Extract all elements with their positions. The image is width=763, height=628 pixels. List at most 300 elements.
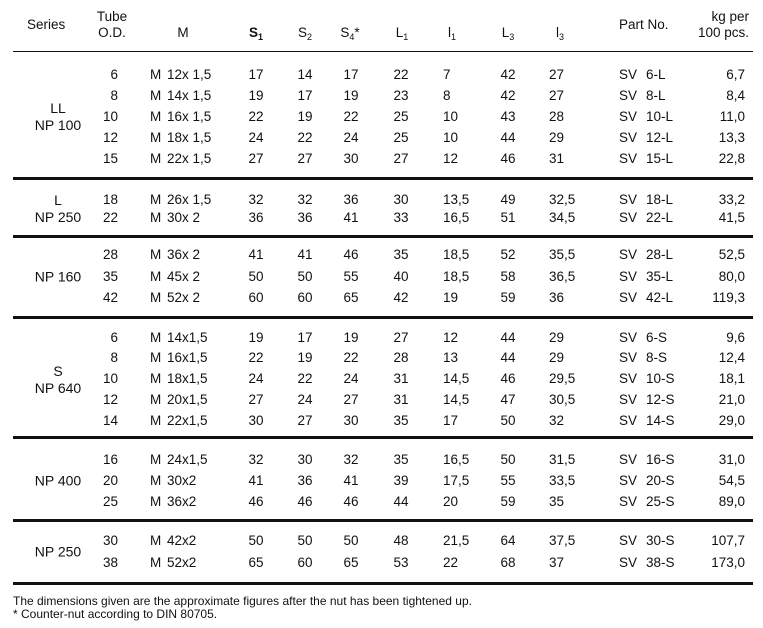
cell-s1: 19 <box>248 330 264 345</box>
cell-tube: 38 <box>102 555 118 570</box>
cell-l3: 58 <box>500 269 516 284</box>
cell-s4: 30 <box>343 151 359 166</box>
cell-m: 36x2 <box>167 494 197 509</box>
cell-s1: 24 <box>248 130 264 145</box>
cell-part: SV <box>619 151 638 166</box>
header-kg-line1: kg per <box>711 9 749 24</box>
cell-kg: 6,7 <box>726 67 745 82</box>
cell-m-prefix: M <box>150 350 162 365</box>
series-label <box>35 100 81 134</box>
cell-l1: 23 <box>393 88 409 103</box>
cell-s4: 41 <box>343 210 359 225</box>
cell-part: SV <box>619 473 638 488</box>
cell-kg: 173,0 <box>711 555 745 570</box>
cell-s2: 36 <box>297 473 313 488</box>
cell-l1: 39 <box>393 473 409 488</box>
cell-l1: 31 <box>393 392 409 407</box>
cell-l3: 64 <box>500 533 516 548</box>
cell-il3: 36,5 <box>549 269 576 284</box>
cell-s4: 41 <box>343 473 359 488</box>
cell-part-code: 22-L <box>646 210 674 225</box>
cell-m: 20x1,5 <box>167 392 208 407</box>
cell-tube: 25 <box>102 494 118 509</box>
cell-l1: 35 <box>393 413 409 428</box>
cell-il1: 10 <box>443 130 459 145</box>
cell-m: 14x 1,5 <box>167 88 212 103</box>
cell-m: 24x1,5 <box>167 452 208 467</box>
cell-part: SV <box>619 494 638 509</box>
cell-il1: 7 <box>443 67 451 82</box>
cell-l3: 44 <box>500 350 516 365</box>
cell-s4: 32 <box>343 452 359 467</box>
cell-part: SV <box>619 192 638 207</box>
cell-s4: 65 <box>343 555 359 570</box>
cell-l3: 49 <box>500 192 516 207</box>
cell-kg: 13,3 <box>718 130 745 145</box>
cell-l3: 50 <box>500 452 516 467</box>
header-rule <box>13 51 753 52</box>
cell-s1: 32 <box>248 452 264 467</box>
header-tube-line2: O.D. <box>98 25 126 40</box>
cell-s2: 60 <box>297 290 313 305</box>
cell-il1: 17 <box>443 413 459 428</box>
cell-il1: 12 <box>443 151 459 166</box>
cell-kg: 33,2 <box>718 192 745 207</box>
cell-l3: 59 <box>500 290 516 305</box>
cell-l1: 30 <box>393 192 409 207</box>
cell-s2: 32 <box>297 192 313 207</box>
cell-s4: 55 <box>343 269 359 284</box>
cell-part-code: 10-S <box>646 371 675 386</box>
series-label <box>35 473 81 490</box>
cell-il3: 34,5 <box>549 210 576 225</box>
cell-s2: 17 <box>297 88 313 103</box>
cell-s4: 24 <box>343 371 359 386</box>
cell-m: 22x1,5 <box>167 413 208 428</box>
cell-part-code: 6-S <box>646 330 668 345</box>
header-m: M <box>177 25 189 40</box>
cell-s1: 24 <box>248 371 264 386</box>
cell-part-code: 10-L <box>646 109 674 124</box>
cell-il1: 10 <box>443 109 459 124</box>
cell-l3: 44 <box>500 130 516 145</box>
cell-m: 36x 2 <box>167 247 201 262</box>
cell-il3: 36 <box>549 290 565 305</box>
header-il1: $l_1$ <box>447 25 457 42</box>
series-label-line: S <box>53 362 63 379</box>
cell-l3: 42 <box>500 67 516 82</box>
cell-l3: 42 <box>500 88 516 103</box>
header-series: Series <box>27 17 66 32</box>
cell-part: SV <box>619 67 638 82</box>
cell-l1: 27 <box>393 330 409 345</box>
cell-part: SV <box>619 533 638 548</box>
cell-il3: 29,5 <box>549 371 576 386</box>
cell-s4: 19 <box>343 88 359 103</box>
series-label-line: LL <box>50 100 66 116</box>
header-s2: $S_2$ <box>297 25 313 42</box>
cell-kg: 9,6 <box>726 330 745 345</box>
cell-il3: 30,5 <box>549 392 576 407</box>
cell-il1: 19 <box>443 290 459 305</box>
group-separator <box>13 316 753 319</box>
cell-s1: 41 <box>248 247 264 262</box>
cell-s1: 50 <box>248 533 264 548</box>
cell-s2: 41 <box>297 247 313 262</box>
cell-m: 26x 1,5 <box>167 192 212 207</box>
cell-s1: 22 <box>248 109 264 124</box>
cell-s4: 50 <box>343 533 359 548</box>
cell-part: SV <box>619 392 638 407</box>
cell-m-prefix: M <box>150 67 162 82</box>
cell-m: 14x1,5 <box>167 330 208 345</box>
cell-kg: 11,0 <box>719 109 745 124</box>
cell-s2: 19 <box>297 109 313 124</box>
cell-il1: 18,5 <box>443 247 470 262</box>
cell-m-prefix: M <box>150 192 162 207</box>
cell-m: 22x 1,5 <box>167 151 212 166</box>
cell-l1: 33 <box>393 210 409 225</box>
cell-part-code: 16-S <box>646 452 675 467</box>
cell-il1: 17,5 <box>443 473 470 488</box>
cell-tube: 10 <box>102 109 118 124</box>
cell-s2: 36 <box>297 210 313 225</box>
cell-part: SV <box>619 555 638 570</box>
cell-tube: 35 <box>102 269 118 284</box>
cell-s2: 30 <box>297 452 313 467</box>
cell-l3: 59 <box>500 494 516 509</box>
cell-tube: 10 <box>102 371 118 386</box>
cell-l3: 50 <box>500 413 516 428</box>
cell-kg: 52,5 <box>718 247 745 262</box>
series-label <box>35 363 81 397</box>
cell-l3: 47 <box>500 392 516 407</box>
series-label <box>35 192 81 226</box>
cell-part-code: 12-S <box>646 392 675 407</box>
cell-part-code: 35-L <box>646 269 674 284</box>
cell-il3: 35,5 <box>549 247 576 262</box>
cell-il3: 31,5 <box>549 452 576 467</box>
cell-il1: 16,5 <box>443 452 470 467</box>
cell-il3: 32 <box>549 413 565 428</box>
cell-part-code: 42-L <box>646 290 674 305</box>
cell-s2: 14 <box>297 67 313 82</box>
cell-s4: 22 <box>343 109 359 124</box>
cell-part: SV <box>619 210 638 225</box>
cell-tube: 22 <box>102 210 118 225</box>
cell-part: SV <box>619 269 638 284</box>
cell-tube: 8 <box>110 88 118 103</box>
series-label-line: NP 640 <box>34 379 82 396</box>
cell-m-prefix: M <box>150 210 162 225</box>
cell-m-prefix: M <box>150 247 162 262</box>
cell-m: 16x 1,5 <box>167 109 212 124</box>
cell-s4: 27 <box>343 392 359 407</box>
cell-s2: 27 <box>297 151 313 166</box>
cell-part: SV <box>619 130 638 145</box>
cell-part-code: 38-S <box>646 555 675 570</box>
cell-l3: 46 <box>500 151 516 166</box>
cell-l1: 44 <box>393 494 409 509</box>
cell-part-code: 6-L <box>646 67 666 82</box>
cell-l1: 42 <box>393 290 409 305</box>
cell-m-prefix: M <box>150 392 162 407</box>
cell-kg: 41,5 <box>718 210 745 225</box>
cell-part-code: 15-L <box>646 151 674 166</box>
cell-part-code: 12-L <box>646 130 674 145</box>
cell-s4: 30 <box>343 413 359 428</box>
cell-m: 52x2 <box>167 555 197 570</box>
cell-tube: 28 <box>102 247 118 262</box>
cell-l3: 51 <box>500 210 516 225</box>
cell-s4: 22 <box>343 350 359 365</box>
cell-il1: 13 <box>443 350 459 365</box>
cell-kg: 89,0 <box>718 494 745 509</box>
cell-part-code: 25-S <box>646 494 675 509</box>
header-part-no: Part No. <box>619 17 669 32</box>
cell-m-prefix: M <box>150 452 162 467</box>
cell-s4: 46 <box>343 494 359 509</box>
cell-m: 30x2 <box>167 473 197 488</box>
cell-il1: 8 <box>443 88 451 103</box>
cell-il3: 29 <box>549 350 565 365</box>
cell-tube: 12 <box>102 392 118 407</box>
cell-l1: 28 <box>393 350 409 365</box>
cell-tube: 14 <box>102 413 118 428</box>
cell-m: 45x 2 <box>167 269 201 284</box>
cell-l1: 53 <box>393 555 409 570</box>
cell-s2: 22 <box>297 130 313 145</box>
cell-part-code: 8-S <box>646 350 668 365</box>
cell-l1: 27 <box>393 151 409 166</box>
cell-m: 16x1,5 <box>167 350 208 365</box>
cell-s2: 19 <box>297 350 313 365</box>
cell-il3: 37,5 <box>549 533 576 548</box>
cell-l3: 55 <box>500 473 516 488</box>
cell-s2: 50 <box>297 269 313 284</box>
cell-l1: 31 <box>393 371 409 386</box>
cell-il3: 33,5 <box>549 473 576 488</box>
cell-il3: 35 <box>549 494 565 509</box>
cell-part-code: 18-L <box>646 192 674 207</box>
cell-tube: 20 <box>102 473 118 488</box>
cell-l3: 43 <box>500 109 516 124</box>
cell-l3: 44 <box>500 330 516 345</box>
footnote-dimensions: The dimensions given are the approximate figures after the nut has been tightened up. <box>13 594 472 608</box>
cell-part: SV <box>619 371 638 386</box>
header-s4: $S_4*$ <box>340 25 360 42</box>
header-s1: $S_1$ <box>248 25 264 42</box>
cell-kg: 29,0 <box>718 413 745 428</box>
cell-m-prefix: M <box>150 88 162 103</box>
cell-m-prefix: M <box>150 473 162 488</box>
series-label-line: NP 250 <box>34 543 82 560</box>
cell-tube: 6 <box>110 330 118 345</box>
cell-s1: 27 <box>248 151 264 166</box>
cell-part-code: 8-L <box>646 88 666 103</box>
cell-m: 52x 2 <box>167 290 201 305</box>
cell-il1: 14,5 <box>443 392 470 407</box>
cell-s1: 65 <box>248 555 264 570</box>
cell-kg: 31,0 <box>718 452 745 467</box>
cell-il3: 37 <box>549 555 565 570</box>
cell-il3: 29 <box>549 330 565 345</box>
header-kg <box>698 9 749 41</box>
cell-m: 18x1,5 <box>167 371 208 386</box>
series-label-line: L <box>54 192 62 208</box>
cell-s1: 32 <box>248 192 264 207</box>
cell-tube: 6 <box>110 67 118 82</box>
cell-s1: 46 <box>248 494 264 509</box>
cell-tube: 8 <box>110 350 118 365</box>
cell-m-prefix: M <box>150 330 162 345</box>
cell-kg: 80,0 <box>718 269 745 284</box>
group-separator <box>13 582 753 585</box>
cell-m-prefix: M <box>150 533 162 548</box>
group-separator <box>13 235 753 238</box>
series-label-line: NP 400 <box>34 472 82 489</box>
series-label-line: NP 100 <box>34 117 82 133</box>
cell-l1: 25 <box>393 109 409 124</box>
cell-s2: 60 <box>297 555 313 570</box>
group-separator <box>13 177 753 180</box>
cell-part: SV <box>619 452 638 467</box>
group-separator <box>13 436 753 439</box>
cell-s1: 22 <box>248 350 264 365</box>
cell-l1: 22 <box>393 67 409 82</box>
cell-part: SV <box>619 330 638 345</box>
cell-s1: 50 <box>248 269 264 284</box>
header-l1: $L_1$ <box>395 25 409 42</box>
cell-kg: 21,0 <box>718 392 745 407</box>
cell-tube: 12 <box>102 130 118 145</box>
cell-il1: 16,5 <box>443 210 470 225</box>
header-kg-line2: 100 pcs. <box>697 25 749 40</box>
cell-m-prefix: M <box>150 371 162 386</box>
cell-s1: 41 <box>248 473 264 488</box>
cell-s1: 36 <box>248 210 264 225</box>
cell-il1: 21,5 <box>443 533 470 548</box>
cell-m: 30x 2 <box>167 210 201 225</box>
cell-l1: 40 <box>393 269 409 284</box>
header-l3: $L_3$ <box>501 25 515 42</box>
cell-s4: 46 <box>343 247 359 262</box>
cell-kg: 18,1 <box>718 371 745 386</box>
cell-il3: 27 <box>549 67 565 82</box>
cell-il1: 20 <box>443 494 459 509</box>
cell-m-prefix: M <box>150 290 162 305</box>
cell-kg: 107,7 <box>711 533 745 548</box>
cell-il1: 13,5 <box>443 192 470 207</box>
series-label-line: NP 250 <box>34 209 82 225</box>
cell-m-prefix: M <box>150 269 162 284</box>
cell-s2: 46 <box>297 494 313 509</box>
cell-s4: 17 <box>343 67 359 82</box>
cell-s2: 27 <box>297 413 313 428</box>
cell-tube: 30 <box>102 533 118 548</box>
cell-kg: 22,8 <box>718 151 745 166</box>
footnote-counter-nut: * Counter-nut according to DIN 80705. <box>13 607 218 621</box>
cell-il3: 29 <box>549 130 565 145</box>
cell-kg: 8,4 <box>726 88 745 103</box>
cell-s1: 17 <box>248 67 264 82</box>
cell-part-code: 28-L <box>646 247 674 262</box>
cell-l3: 52 <box>500 247 516 262</box>
cell-l1: 35 <box>393 452 409 467</box>
cell-kg: 54,5 <box>718 473 745 488</box>
header-il3: $l_3$ <box>555 25 565 42</box>
cell-tube: 42 <box>102 290 118 305</box>
cell-s2: 22 <box>297 371 313 386</box>
cell-il3: 31 <box>549 151 565 166</box>
cell-kg: 12,4 <box>718 350 745 365</box>
series-label <box>35 544 81 561</box>
cell-m: 12x 1,5 <box>167 67 212 82</box>
cell-il3: 32,5 <box>549 192 576 207</box>
cell-l3: 68 <box>500 555 516 570</box>
cell-s4: 36 <box>343 192 359 207</box>
header-tube-line1: Tube <box>96 9 128 24</box>
cell-part: SV <box>619 350 638 365</box>
cell-il1: 14,5 <box>443 371 470 386</box>
cell-part: SV <box>619 88 638 103</box>
cell-il3: 27 <box>549 88 565 103</box>
cell-s4: 65 <box>343 290 359 305</box>
cell-il3: 28 <box>549 109 565 124</box>
cell-m-prefix: M <box>150 151 162 166</box>
cell-s2: 17 <box>297 330 313 345</box>
cell-m-prefix: M <box>150 109 162 124</box>
cell-part: SV <box>619 413 638 428</box>
cell-m: 42x2 <box>167 533 197 548</box>
cell-l1: 48 <box>393 533 409 548</box>
series-label <box>35 268 81 285</box>
cell-part: SV <box>619 247 638 262</box>
group-separator <box>13 519 753 522</box>
cell-il1: 18,5 <box>443 269 470 284</box>
cell-il1: 22 <box>443 555 459 570</box>
cell-l1: 35 <box>393 247 409 262</box>
header-tube-od <box>97 9 127 41</box>
cell-s1: 27 <box>248 392 264 407</box>
cell-part-code: 30-S <box>646 533 675 548</box>
series-label-line: NP 160 <box>34 268 82 284</box>
cell-s1: 19 <box>248 88 264 103</box>
cell-s4: 19 <box>343 330 359 345</box>
cell-m: 18x 1,5 <box>167 130 212 145</box>
cell-part-code: 20-S <box>646 473 675 488</box>
cell-s1: 30 <box>248 413 264 428</box>
cell-kg: 119,3 <box>712 290 745 305</box>
cell-s4: 24 <box>343 130 359 145</box>
cell-l3: 46 <box>500 371 516 386</box>
cell-m-prefix: M <box>150 130 162 145</box>
cell-tube: 16 <box>102 452 118 467</box>
cell-part: SV <box>619 290 638 305</box>
cell-s2: 24 <box>297 392 313 407</box>
cell-part-code: 14-S <box>646 413 675 428</box>
cell-m-prefix: M <box>150 494 162 509</box>
cell-tube: 18 <box>102 192 118 207</box>
cell-il1: 12 <box>443 330 459 345</box>
cell-m-prefix: M <box>150 555 162 570</box>
cell-l1: 25 <box>393 130 409 145</box>
cell-s1: 60 <box>248 290 264 305</box>
cell-part: SV <box>619 109 638 124</box>
cell-s2: 50 <box>297 533 313 548</box>
cell-m-prefix: M <box>150 413 162 428</box>
cell-tube: 15 <box>102 151 118 166</box>
